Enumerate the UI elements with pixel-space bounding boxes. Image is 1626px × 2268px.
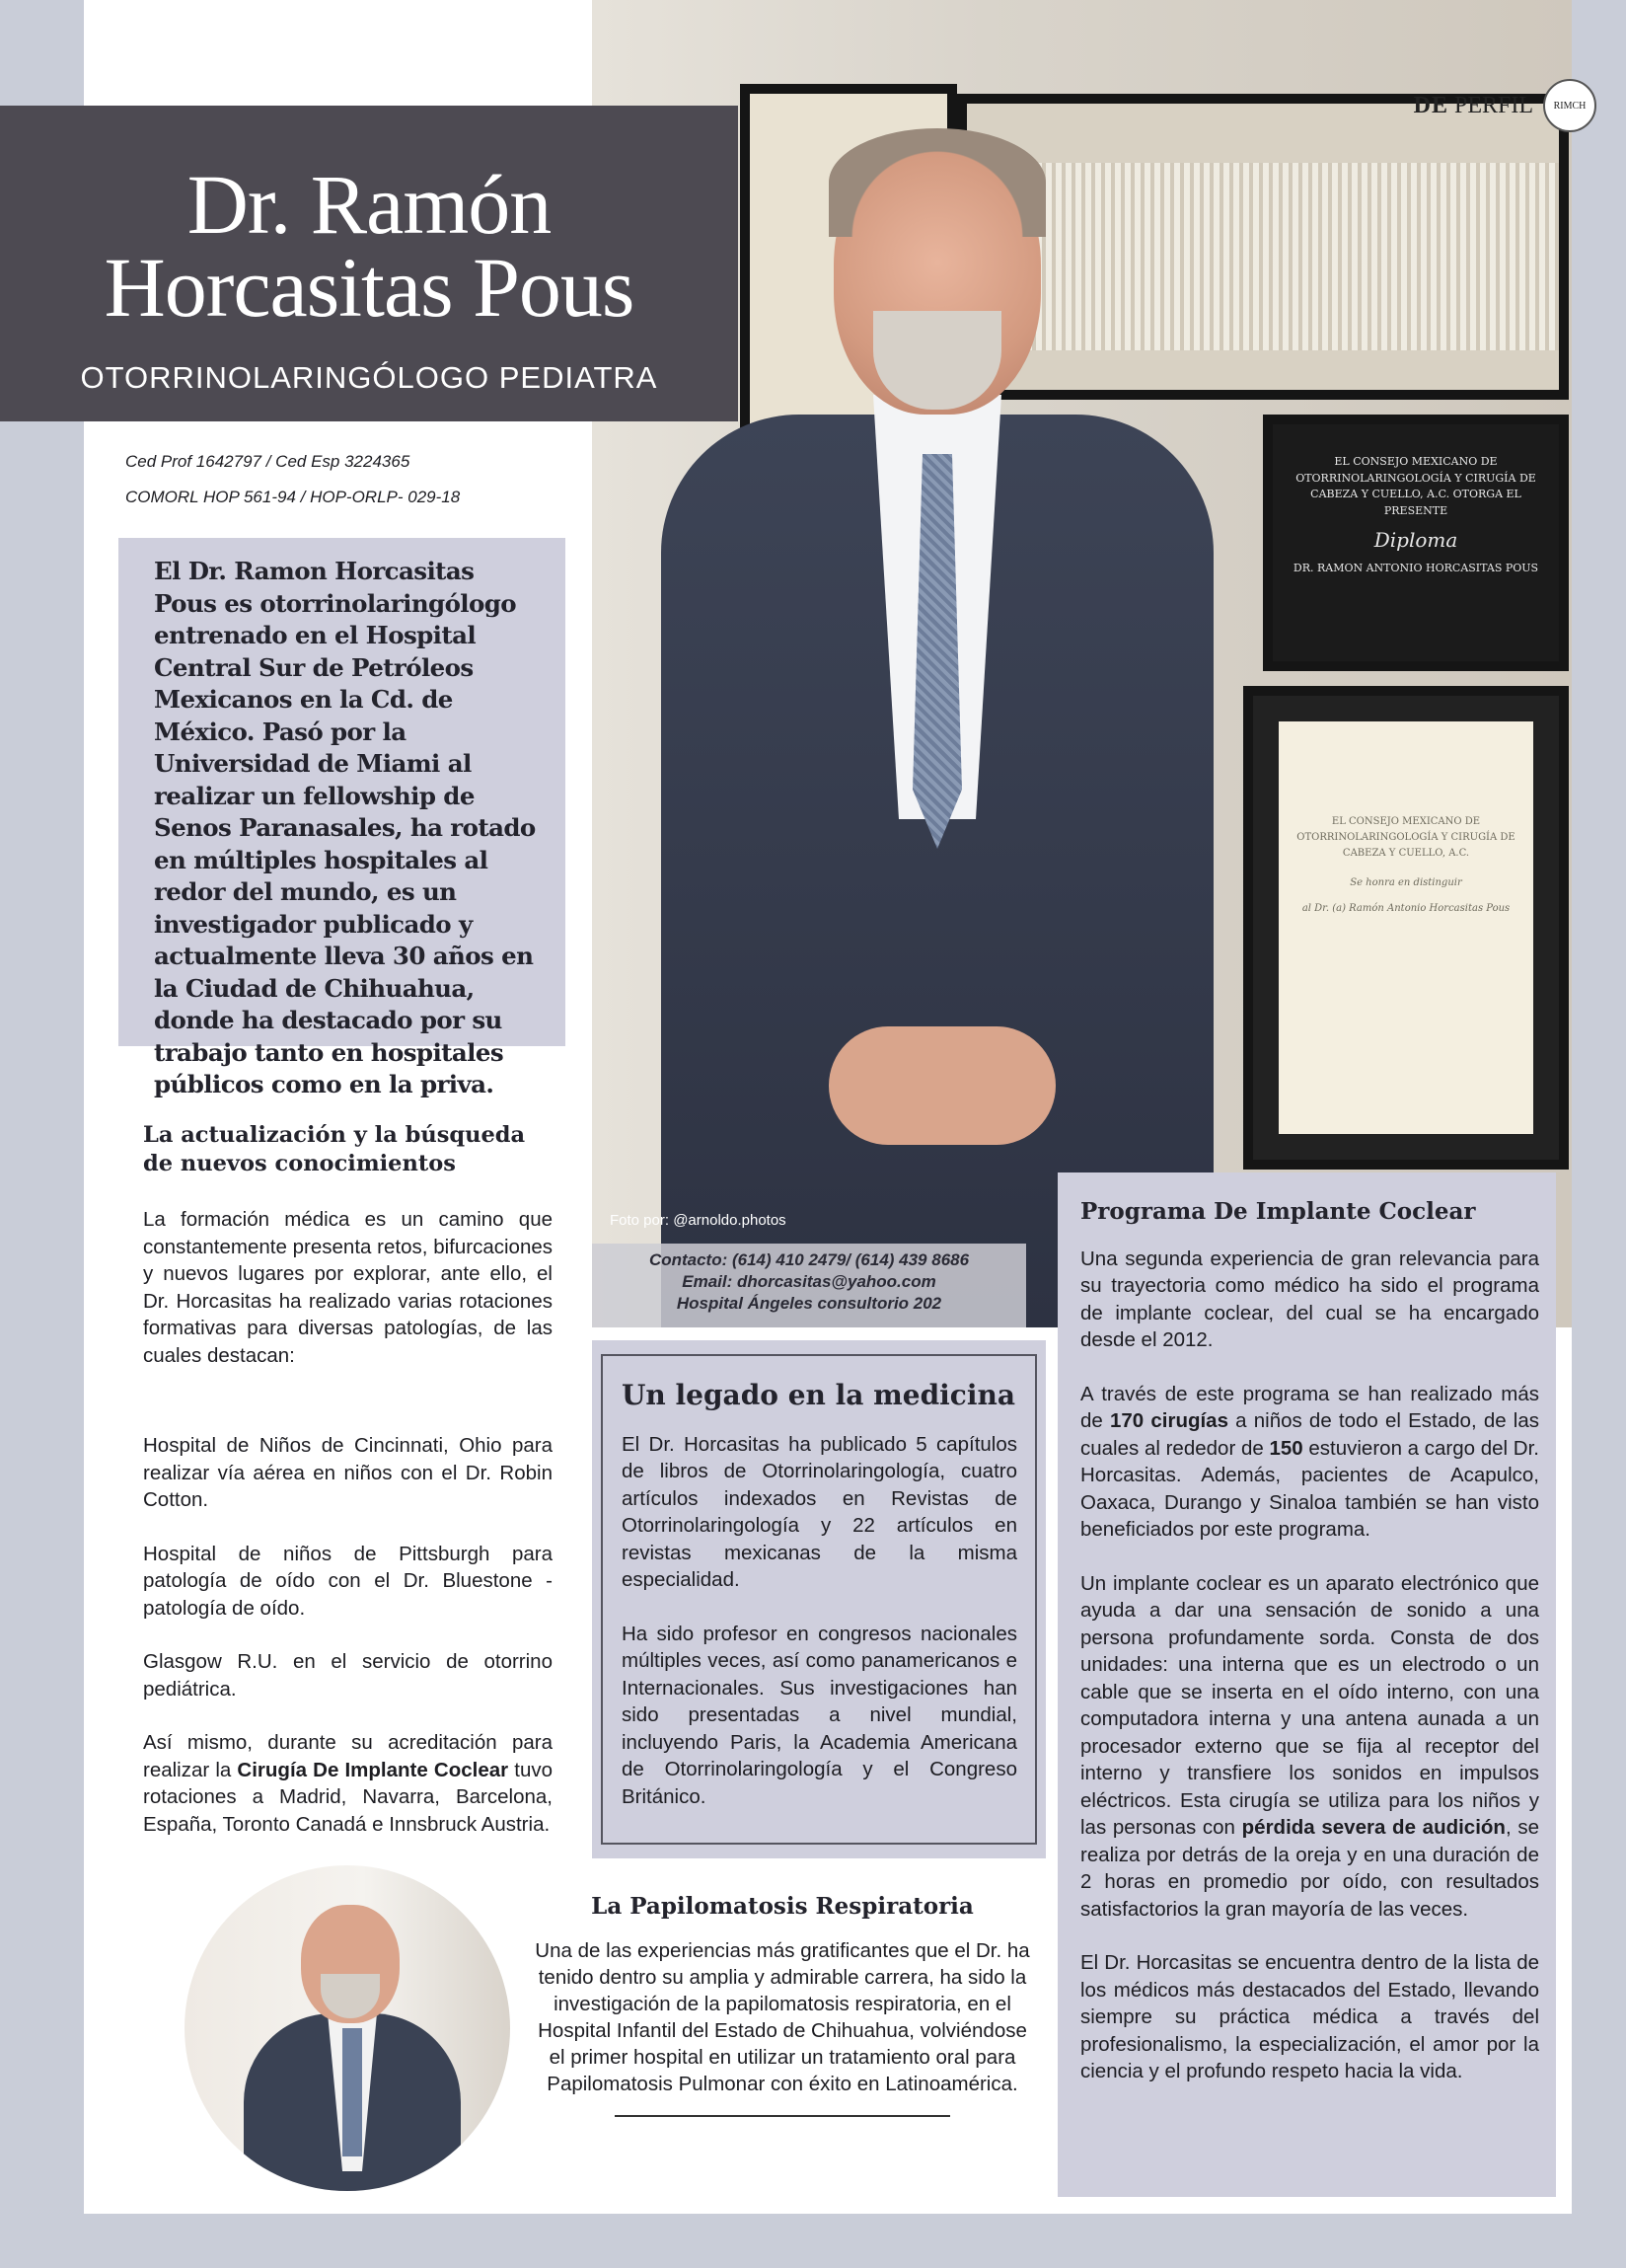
brand-perfil: PERFIL <box>1453 92 1533 118</box>
legado-box <box>592 1340 1046 1858</box>
left-paragraph: Hospital de niños de Pittsburgh para patología de oído con el Dr. Bluestone - patología de oído. <box>143 1542 553 1620</box>
contact-box <box>592 1244 1026 1327</box>
rimch-seal: RIMCH <box>1543 79 1596 132</box>
text-run: Así mismo, durante su acreditación para realizar la <box>143 1731 553 1781</box>
section-brand <box>1414 79 1596 132</box>
left-column <box>143 1121 553 1864</box>
doctor-figure <box>661 138 1214 1327</box>
text-run: , se realiza por detrás de la oreja y en una duración de 2 horas en promedio por oído, con resultados satisfactorios la gran mayoría de las veces. <box>1080 1816 1539 1921</box>
credentials-line1: Ced Prof 1642797 / Ced Esp 3224365 <box>125 452 410 471</box>
portrait-circle <box>185 1865 510 2191</box>
title-line2: Horcasitas Pous <box>104 240 634 335</box>
intro-block: El Dr. Ramon Horcasitas Pous es otorrinolaringólogo entrenado en el Hospital Central Sur de Petróleos Mexicanos en la Cd. de México. Pasó por la Universidad de Miami al realizar un fellowship de Senos Paranasales, ha rotado en múltiples hospitales al redor del mundo, es un investigador publicado y actualmente lleva 30 años en la Ciudad de Chihuahua, donde ha destacado por su trabajo tanto en hospitales públicos como en la priva. <box>118 538 565 1046</box>
left-heading: La actualización y la búsqueda de nuevos conocimientos <box>143 1122 526 1176</box>
text-run: estuvieron a cargo del Dr. Horcasitas. Además, pacientes de Acapulco, Oaxaca, Durango y Sinaloa también se han visto beneficiados por este programa. <box>1080 1436 1539 1541</box>
implante-paragraph: Una segunda experiencia de gran relevancia para su trayectoria como médico ha sido el programa de implante coclear, del cual se ha encargado desde el 2012. <box>1080 1247 1539 1351</box>
left-paragraph <box>143 1729 553 1838</box>
brand-de: DE <box>1413 92 1448 118</box>
doctor-photo <box>592 0 1572 1327</box>
certificate-name: al Dr. (a) Ramón Antonio Horcasitas Pous <box>1301 903 1511 914</box>
photo-credit: Foto por: @arnoldo.photos <box>610 1212 786 1229</box>
text-run: A través de este programa se han realizado más de <box>1080 1382 1539 1432</box>
page-title <box>0 106 738 335</box>
implante-heading: Programa De Implante Coclear <box>1080 1198 1476 1225</box>
text-bold: 150 <box>1269 1436 1303 1460</box>
framed-certificate-right <box>1243 686 1569 1170</box>
credentials-line2: COMORL HOP 561-94 / HOP-ORLP- 029-18 <box>125 488 461 506</box>
legado-paragraph: El Dr. Horcasitas ha publicado 5 capítulos de libros de Otorrinolaringología, cuatro artículos indexados en Revistas de Otorrinolaringología y 22 artículos en revistas mexicanas de la misma especialidad. <box>622 1432 1017 1591</box>
contact-office: Hospital Ángeles consultorio 202 <box>676 1294 942 1314</box>
left-paragraph: La formación médica es un camino que constantemente presenta retos, bifurcaciones y nuevos lugares por explorar, ante ello, el Dr. Horcasitas ha realizado varias rotaciones formativas para diversas patologías, de las cuales destacan: <box>143 1208 553 1367</box>
diploma-header: EL CONSEJO MEXICANO DE OTORRINOLARINGOLOGÍA Y CIRUGÍA DE CABEZA Y CUELLO, A.C. OTORGA EL PRESENTE <box>1295 455 1536 517</box>
papilo-paragraph: Una de las experiencias más gratificantes que el Dr. ha tenido dentro su amplia y admirable carrera, ha sido la investigación de la papilomatosis respiratoria, en el Hospital Infantil del Estado de Chihuahua, volviéndose el primer hospital en utilizar un tratamiento oral para Papilomatosis Pulmonar con éxito en Latinoamérica. <box>535 1939 1030 2095</box>
framed-diploma <box>1263 415 1569 671</box>
implante-paragraph <box>1080 1381 1539 1544</box>
divider <box>615 2115 950 2117</box>
text-bold: Cirugía De Implante Coclear <box>237 1758 509 1781</box>
subtitle: OTORRINOLARINGÓLOGO PEDIATRA <box>80 360 658 395</box>
implante-paragraph: El Dr. Horcasitas se encuentra dentro de la lista de los médicos más destacados del Estado, llevando siempre su práctica médica a través del profesionalismo, la especialización, el amor por la ciencia y el profundo respeto hacia la vida. <box>1080 1951 1539 2082</box>
legado-paragraph: Ha sido profesor en congresos nacionales múltiples veces, así como panamericanos e Internacionales. Sus investigaciones han sido presentadas a nivel mundial, incluyendo Paris, la Academia Americana de Otorrinolaringología y el Congreso Británico. <box>622 1622 1017 1808</box>
certificate-header: EL CONSEJO MEXICANO DE OTORRINOLARINGOLOGÍA Y CIRUGÍA DE CABEZA Y CUELLO, A.C. <box>1296 816 1515 859</box>
left-paragraph: Glasgow R.U. en el servicio de otorrino pediátrica. <box>143 1650 553 1701</box>
implante-paragraph <box>1080 1570 1539 1924</box>
contact-phones: Contacto: (614) 410 2479/ (614) 439 8686 <box>648 1250 970 1269</box>
contact-email: Email: dhorcasitas@yahoo.com <box>682 1272 936 1292</box>
title-banner <box>0 106 738 421</box>
legado-heading: Un legado en la medicina <box>622 1379 1015 1411</box>
text-run: tuvo rotaciones a Madrid, Navarra, Barcelona, España, Toronto Canadá e Innsbruck Austria. <box>143 1758 553 1836</box>
certificate-line: Se honra en distinguir <box>1350 877 1462 888</box>
title-line1: Dr. Ramón <box>186 157 552 252</box>
text-run: a niños de todo el Estado, de las cuales al rededor de <box>1080 1409 1540 1460</box>
text-bold: pérdida severa de audición <box>1241 1816 1506 1839</box>
papilo-heading: La Papilomatosis Respiratoria <box>591 1893 974 1920</box>
implante-box <box>1058 1172 1556 2197</box>
papilomatosis-section <box>533 1893 1032 2117</box>
diploma-title: Diploma <box>1373 528 1458 552</box>
diploma-name: DR. RAMON ANTONIO HORCASITAS POUS <box>1293 562 1539 574</box>
credentials <box>125 444 460 515</box>
text-bold: 170 cirugías <box>1109 1409 1228 1432</box>
left-paragraph: Hospital de Niños de Cincinnati, Ohio para realizar vía aérea en niños con el Dr. Robin Cotton. <box>143 1434 553 1511</box>
text-run: Un implante coclear es un aparato electrónico que ayuda a dar una sensación de sonido a una persona profundamente sorda. Consta de dos unidades: una interna que es un electrodo o un cable que se inserta en el oído interno, con una computadora interna y una antena aunada a un procesador externo que se fija al receptor del interno y transfiere los sonidos en impulsos eléctricos. Esta cirugía se utiliza para los niños y las personas con <box>1080 1571 1539 1839</box>
